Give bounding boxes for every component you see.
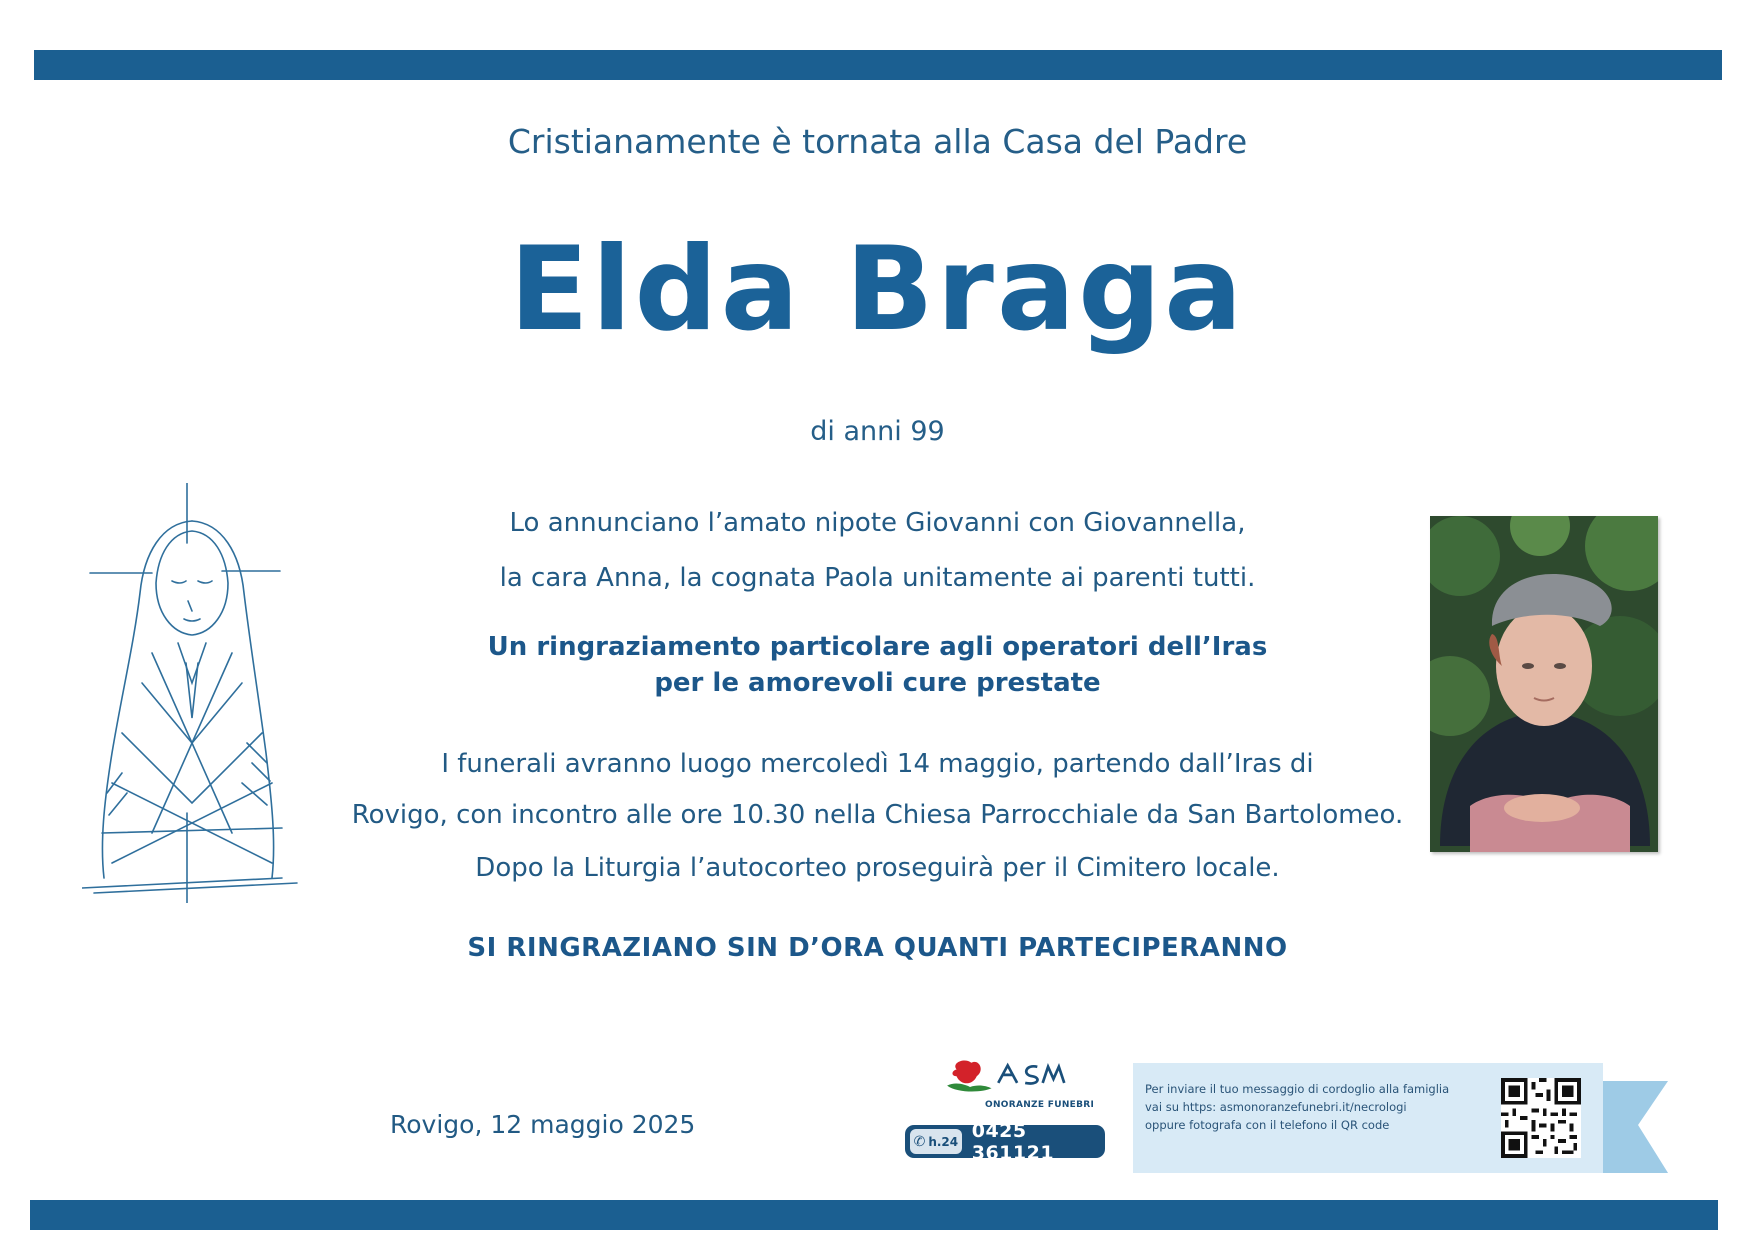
condolence-message [1145, 1080, 1475, 1134]
funeral-line: Rovigo, con incontro alle ore 10.30 nella Chiesa Parrocchiale da San Bartolomeo. [351, 800, 1404, 830]
date-place: Rovigo, 12 maggio 2025 [390, 1110, 696, 1139]
closing-line: SI RINGRAZIANO SIN D’ORA QUANTI PARTECIPERANNO [467, 933, 1288, 963]
top-border-bar [34, 50, 1722, 80]
phone-badge: h.24 [928, 1134, 959, 1149]
condolence-line: oppure fotografa con il telefono il QR code [1145, 1118, 1390, 1132]
phone-pill [905, 1119, 1105, 1164]
rose-logo-icon [905, 1056, 1105, 1126]
announcement-line: la cara Anna, la cognata Paola unitamente ai parenti tutti. [499, 563, 1256, 593]
deceased-name: Elda Braga [509, 222, 1246, 357]
phone-number: 0425 361121 [971, 1119, 1055, 1164]
bottom-border-bar [30, 1200, 1718, 1230]
age-line: di anni 99 [810, 416, 945, 447]
madonna-illustration [82, 483, 302, 903]
funeral-line: I funerali avranno luogo mercoledì 14 maggio, partendo dall’Iras di [441, 749, 1314, 779]
intro-line: Cristianamente è tornata alla Casa del Padre [507, 122, 1248, 161]
portrait-photo [1430, 516, 1658, 852]
thanks-line: Un ringraziamento particolare agli operatori dell’Iras [487, 632, 1268, 662]
qr-code-icon [1500, 1078, 1582, 1158]
condolence-line: vai su https: asmonoranzefunebri.it/necrologi [1145, 1100, 1407, 1114]
phone-icon: ✆ h.24 [910, 1129, 962, 1154]
condolence-line: Per inviare il tuo messaggio di cordoglio alla famiglia [1145, 1082, 1450, 1096]
funeral-line: Dopo la Liturgia l’autocorteo proseguirà per il Cimitero locale. [475, 853, 1280, 883]
agency-subtitle: ONORANZE FUNEBRI [985, 1100, 1095, 1110]
thanks-line: per le amorevoli cure prestate [654, 668, 1101, 698]
announcement-line: Lo annunciano l’amato nipote Giovanni con Giovannella, [509, 508, 1246, 538]
